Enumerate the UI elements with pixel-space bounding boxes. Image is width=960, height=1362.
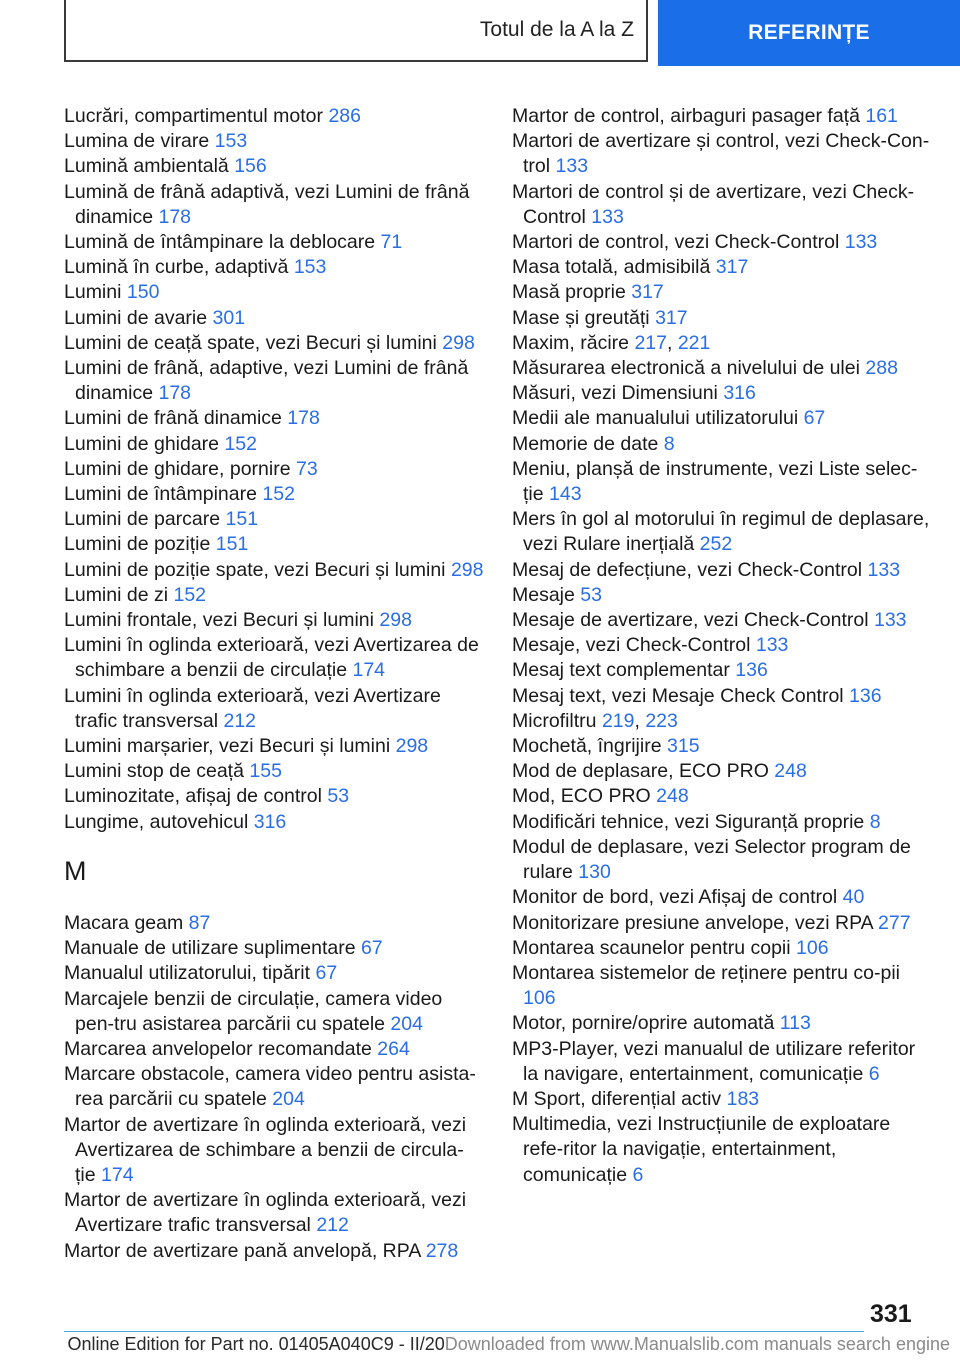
index-term: Lumină în curbe, adaptivă [64,256,289,279]
index-entry [64,255,484,280]
index-term: Lumină de întâmpinare la deblocare [64,231,376,254]
index-term: Lumini stop de ceață [64,760,244,783]
index-term: Mochetă, îngrijire [512,735,662,758]
index-entry [512,709,932,734]
index-entry [64,1113,484,1189]
index-entry [512,759,932,784]
index-entry [512,784,932,809]
page-reference-link[interactable]: 298 [379,609,412,632]
index-term: Martor de avertizare în oglinda exterioară, vezi Avertizare trafic transversal [64,1189,467,1237]
page-reference-link[interactable]: 178 [158,205,192,228]
index-entry [64,784,484,809]
letter-heading: M [64,855,87,886]
index-entry [512,1011,932,1036]
page-reference-link[interactable]: 152 [224,432,257,455]
index-term: Memorie de date [512,432,659,455]
page-separator: , [666,331,673,354]
section-tab-label: REFERINȚE [748,21,870,44]
index-term: Lumină ambientală [64,155,229,178]
index-entry [64,911,484,936]
index-term: Lumini de zi [64,583,169,606]
index-term: Luminozitate, afișaj de control [64,785,322,808]
page-reference-link[interactable]: 113 [779,1012,811,1035]
index-entry [64,507,484,532]
page-reference-link[interactable]: 73 [295,457,318,480]
index-term: Marcajele benzii de circulație, camera video pen-tru asistarea parcării cu spatele [64,987,443,1035]
download-note: Downloaded from www.Manualslib.com manuals search engine [444,1334,950,1354]
page-reference-link[interactable]: 143 [549,483,582,506]
section-title-tab [64,0,648,62]
index-entry [512,280,932,305]
page-reference-link[interactable]: 183 [726,1087,760,1110]
index-term: Martori de avertizare și control, vezi Check-Con-trol [512,130,930,178]
index-entry [64,280,484,305]
page-reference-link[interactable]: 53 [580,583,602,606]
index-entry [64,684,484,734]
index-term: Manualul utilizatorului, tipărit [64,962,311,985]
index-term: Lumini marșarier, vezi Becuri și lumini [64,735,391,758]
index-term: Mesaje, vezi Check-Control [512,634,751,657]
index-entry [512,1087,932,1112]
index-entry [64,583,484,608]
index-term: Multimedia, vezi Instrucțiunile de exploatare refe-ritor la navigație, entertainment, comunicație [512,1113,891,1186]
index-entry [512,406,932,431]
index-entry [64,406,484,431]
index-entry [512,129,932,179]
page-reference-link[interactable]: 316 [723,382,756,405]
index-entry [64,482,484,507]
index-entry [64,457,484,482]
index-term: Mod de deplasare, ECO PRO [512,760,769,783]
index-entry [512,608,932,633]
edition-note: Online Edition for Part no. 01405A040C9 - II/20 [67,1334,445,1354]
footer-divider [64,1331,864,1332]
page-reference-link[interactable]: 298 [450,558,484,581]
page-reference-link[interactable]: 317 [655,306,688,329]
index-term: Montarea scaunelor pentru copii [512,936,791,959]
index-entry [512,633,932,658]
index-entry [64,230,484,255]
index-entry [512,1037,932,1087]
page-reference-link[interactable]: 133 [555,155,589,178]
index-entry [512,835,932,885]
index-term: Lumini de parcare [64,508,221,531]
index-term: Lumini de ghidare [64,432,220,455]
index-term: Meniu, planșă de instrumente, vezi Liste selec-ție [512,457,918,506]
index-term: Mesaje de avertizare, vezi Check-Control [512,609,869,632]
page-reference-link[interactable]: 204 [272,1088,305,1111]
index-term: Macara geam [64,911,184,934]
page-reference-link[interactable]: 106 [523,987,556,1010]
section-title: Totul de la A la Z [479,18,634,41]
page-reference-link[interactable]: 315 [667,735,700,758]
page-reference-link[interactable]: 178 [158,382,192,405]
index-term: Masa totală, admisibilă [512,256,711,279]
page-reference-link[interactable]: 40 [842,886,865,909]
index-term: Martor de avertizare pană anvelopă, RPA [64,1239,421,1262]
page-reference-link[interactable]: 277 [878,911,911,934]
index-term: Montarea sistemelor de reținere pentru co-pii [512,961,901,984]
index-entry [64,432,484,457]
index-entry [512,583,932,608]
index-entry [64,1188,484,1238]
index-term: Marcarea anvelopelor recomandate [64,1037,372,1060]
index-group-m-continued [512,104,932,1188]
page-separator: , [634,709,640,732]
index-entry [512,911,932,936]
index-term: Lumina de virare [64,130,210,153]
index-entry [512,936,932,961]
index-term: Monitor de bord, vezi Afișaj de control [512,886,838,909]
page-reference-link[interactable]: 212 [316,1214,349,1237]
page-reference-link[interactable]: 133 [867,558,901,581]
index-term: Mesaj text, vezi Mesaje Check Control [512,684,844,707]
index-entry [64,633,484,683]
index-term: Maxim, răcire [512,331,630,354]
index-entry [64,532,484,557]
index-term: Martori de control și de avertizare, vezi Check-Control [512,180,915,228]
index-term: Lungime, autovehicul [64,810,249,833]
index-term: Martori de control, vezi Check-Control [512,231,840,254]
index-group-l [64,104,484,835]
index-term: M Sport, diferențial activ [512,1087,722,1110]
page-reference-link[interactable]: 133 [873,609,907,632]
index-entry [64,1062,484,1112]
index-entry [512,306,932,331]
index-term: Lumini de întâmpinare [64,483,257,506]
index-entry [512,1112,932,1188]
page-reference-link[interactable]: 133 [755,634,789,657]
page-reference-link[interactable]: 67 [315,962,338,985]
page-reference-link[interactable]: 67 [803,407,826,430]
page-number: 331 [870,1300,912,1328]
page-reference-link[interactable]: 174 [101,1163,134,1186]
index-term: Mesaj text complementar [512,659,730,682]
index-term: Mesaje [512,583,575,606]
index-term: Lumină de frână adaptivă, vezi Lumini de frână dinamice [64,180,470,228]
index-term: Lumini de poziție spate, vezi Becuri și lumini [64,558,446,581]
index-term: Măsuri, vezi Dimensiuni [512,382,718,405]
index-term: Lumini frontale, vezi Becuri și lumini [64,609,374,632]
index-term: Lumini de avarie [64,306,208,329]
index-entry [512,961,932,1011]
index-entry [512,331,932,356]
index-term: Măsurarea electronică a nivelului de ulei [512,357,860,380]
index-entry [512,356,932,381]
page-reference-link[interactable]: 71 [380,231,403,254]
page-reference-link[interactable]: 317 [715,256,749,279]
index-entry [64,154,484,179]
page-reference-link[interactable]: 130 [578,861,611,884]
index-term: Martor de avertizare în oglinda exterioară, vezi Avertizarea de schimbare a benzii de circula-ție [64,1113,467,1186]
index-entry [512,104,932,129]
index-entry [64,180,484,230]
index-entry [512,558,932,583]
page-reference-link[interactable]: 151 [215,533,249,556]
index-entry [64,1037,484,1062]
index-term: Masă proprie [512,281,626,304]
index-term: Lumini de ghidare, pornire [64,457,291,480]
index-term: Monitorizare presiune anvelope, vezi RPA [512,911,873,934]
index-entry [64,987,484,1037]
page-reference-link[interactable]: 87 [188,911,211,934]
page-reference-link[interactable]: 248 [656,785,689,808]
page-reference-link[interactable]: 156 [234,155,267,178]
index-entry [64,1239,484,1264]
index-column-right [512,104,932,1188]
index-term: Martor de control, airbaguri pasager față [512,105,860,127]
index-term: Lumini în oglinda exterioară, vezi Avertizare trafic transversal [64,684,441,732]
page-reference-link[interactable]: 6 [868,1062,880,1085]
page-reference-link[interactable]: 217 [634,331,667,354]
page-reference-link[interactable]: 212 [223,709,257,732]
index-term: Lucrări, compartimentul motor [64,105,324,127]
page-reference-link[interactable]: 133 [591,205,624,228]
index-entry [64,104,484,129]
index-term: Microfiltru [512,709,597,732]
page-reference-link[interactable]: 248 [774,760,807,783]
page-reference-link[interactable]: 8 [663,432,675,455]
index-term: Mers în gol al motorului în regimul de deplasare, vezi Rulare inerțială [512,508,930,556]
page-reference-link[interactable]: 6 [632,1163,644,1186]
index-term: Marcare obstacole, camera video pentru asista-rea parcării cu spatele [64,1063,476,1111]
index-entry [64,558,484,583]
page-reference-link[interactable]: 288 [865,357,898,380]
index-entry [512,457,932,507]
page-reference-link[interactable]: 221 [677,331,711,354]
index-term: Lumini [64,281,122,304]
index-entry [512,885,932,910]
index-entry [64,961,484,986]
page-reference-link[interactable]: 150 [126,281,160,304]
section-tab-references[interactable] [658,0,960,66]
page-reference-link[interactable]: 67 [361,937,383,960]
index-entry [64,129,484,154]
index-term: Lumini de frână, adaptive, vezi Lumini de frână dinamice [64,357,469,405]
index-entry [64,306,484,331]
index-entry [512,230,932,255]
page-reference-link[interactable]: 298 [442,331,475,354]
page-reference-link[interactable]: 106 [796,936,829,959]
index-entry [512,381,932,406]
page-reference-link[interactable]: 152 [262,483,295,506]
index-term: Lumini de frână dinamice [64,407,282,430]
index-entry [64,936,484,961]
index-entry [512,507,932,557]
index-entry [512,734,932,759]
index-entry [64,734,484,759]
index-term: Mesaj de defecțiune, vezi Check-Control [512,558,863,581]
page-reference-link[interactable]: 286 [328,105,361,127]
index-entry [64,608,484,633]
index-term: Modul de deplasare, vezi Selector program de rulare [512,835,911,884]
index-term: Mase și greutăți [512,306,650,329]
page-reference-link[interactable]: 278 [425,1239,459,1262]
index-term: Manuale de utilizare suplimentare [64,937,356,960]
page-reference-link[interactable]: 153 [293,256,327,279]
index-entry [512,255,932,280]
footer [0,1334,960,1355]
index-entry [512,658,932,683]
page-reference-link[interactable]: 151 [225,508,259,531]
page-reference-link[interactable]: 161 [865,105,898,127]
page-header [0,0,960,66]
index-group-m [64,911,484,1264]
index-entry [64,356,484,406]
page-reference-link[interactable]: 8 [869,810,881,833]
index-term: Lumini în oglinda exterioară, vezi Avertizarea de schimbare a benzii de circulație [64,634,479,682]
index-entry [64,810,484,835]
page-reference-link[interactable]: 178 [287,407,320,430]
page-reference-link[interactable]: 133 [844,231,878,254]
page-reference-link[interactable]: 174 [352,659,386,682]
page-reference-link[interactable]: 204 [390,1012,423,1035]
index-term: Lumini de ceață spate, vezi Becuri și lumini [64,331,437,354]
index-term: Modificări tehnice, vezi Siguranță proprie [512,810,865,833]
page-reference-link[interactable]: 223 [645,709,678,732]
page-reference-link[interactable]: 136 [735,659,768,682]
index-term: Lumini de poziție [64,533,211,556]
page-reference-link[interactable]: 252 [699,533,733,556]
page-reference-link[interactable]: 264 [377,1037,410,1060]
page-reference-link[interactable]: 298 [395,735,429,758]
index-term: MP3-Player, vezi manualul de utilizare referitor la navigare, entertainment, comunicație [512,1037,916,1085]
index-term: Motor, pornire/oprire automată [512,1012,775,1035]
page-reference-link[interactable]: 155 [249,760,282,783]
page-reference-link[interactable]: 152 [173,583,207,606]
page-reference-link[interactable]: 136 [849,684,882,707]
index-entry [64,759,484,784]
index-entry [512,180,932,230]
index-column-left [64,104,484,1264]
page-reference-link[interactable]: 317 [631,281,664,304]
index-term: Medii ale manualului utilizatorului [512,407,799,430]
page-reference-link[interactable]: 153 [214,130,248,153]
index-term: Mod, ECO PRO [512,785,651,808]
index-entry [512,684,932,709]
page-reference-link[interactable]: 301 [212,306,246,329]
index-entry [64,331,484,356]
page-reference-link[interactable]: 316 [253,810,287,833]
index-entry [512,810,932,835]
page-reference-link[interactable]: 219 [601,709,635,732]
index-entry [512,432,932,457]
page-reference-link[interactable]: 53 [327,785,350,808]
